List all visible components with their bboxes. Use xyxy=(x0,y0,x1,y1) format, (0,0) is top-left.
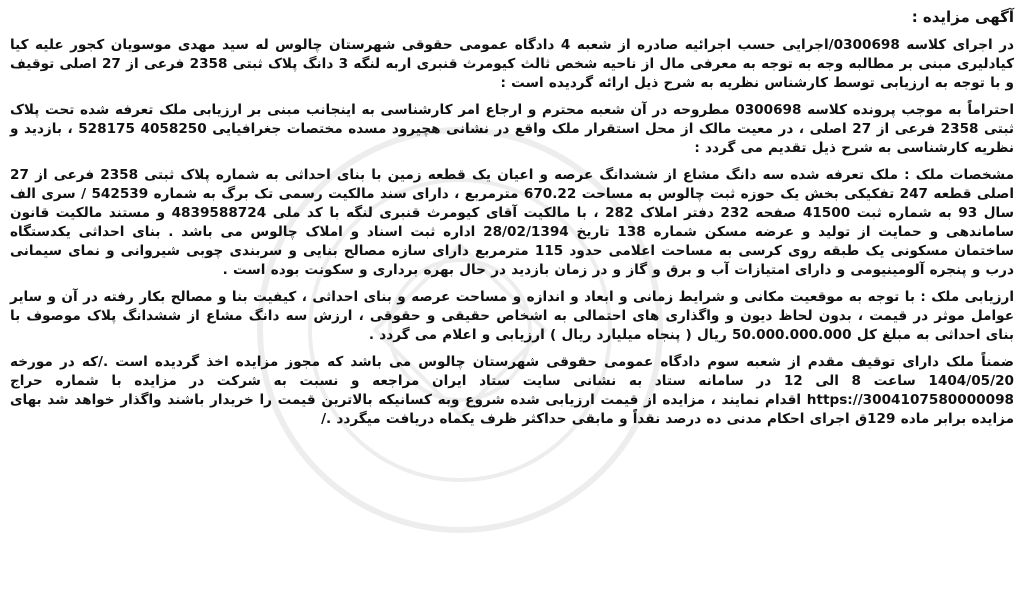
notice-paragraph-expert-request: احتراماً به موجب پرونده کلاسه 0300698 مطروحه در آن شعبه محترم و ارجاع امر کارشناسی به اینجانب مبنی بر ارزیابی ملک تعرفه شده تحت پلاک ثبتی 2358 فرعی از 27 اصلی ، در معیت مالک از محل استقرار ملک واقع در نشانی هچیرود مسده مختصات جغرافیایی 4058250 528175 ، بازدید و نظریه کارشناسی به شرح ذیل تقدیم می گردد : xyxy=(10,102,1014,156)
notice-paragraph-intro: در اجرای کلاسه 0300698/اجرایی حسب اجرائیه صادره از شعبه 4 دادگاه عمومی حقوقی شهرستان چالوس له سید مهدی موسویان کجور علیه کیا کیادلیری مبنی بر مطالبه وجه به توجه به معرفی مال از ناحیه شخص ثالث کیومرث قنبری اربه لنگه 3 دانگ پلاک ثبتی 2358 فرعی از 27 اصلی توقیف و با توجه به ارزیابی توسط کارشناس نظریه به شرح ذیل ارائه گردیده است : xyxy=(10,37,1014,91)
notice-paragraph-property-specs: مشخصات ملک : ملک تعرفه شده سه دانگ مشاع از ششدانگ عرصه و اعیان یک قطعه زمین با بنای احداثی به شماره پلاک ثبتی 2358 فرعی از 27 اصلی قطعه 247 تفکیکی بخش یک حوزه ثبت چالوس به مساحت 670.22 مترمربع ، دارای سند مالکیت رسمی تک برگ به شماره 542539 / سری الف سال 93 به شماره ثبت 41500 صفحه 232 دفتر املاک 282 ، با مالکیت آقای کیومرث قنبری لنگه با کد ملی 4839588724 و مستند مالکیت قانون ساماندهی و حمایت از تولید و عرضه مسکن شماره 138 تاریخ 28/02/1394 اداره ثبت اسناد و املاک چالوس می باشد . بنای احداثی یکدستگاه ساختمان مسکونی یک طبقه روی کرسی به مساحت اعلامی حدود 115 مترمربع دارای سازه مصالح بنایی و سربندی چوبی شیروانی و نمای سیمانی درب و پنجره آلومینیومی و دارای امتیازات آب و برق و گاز و در زمان بازدید در حال بهره برداری و سکونت بوده است . xyxy=(10,167,1015,278)
notice-title: آگهی مزایده : xyxy=(911,8,1014,26)
notice-paragraph-valuation: ارزیابی ملک : با توجه به موقعیت مکانی و شرایط زمانی و ابعاد و اندازه و مساحت عرصه و بنای احداثی ، کیفیت بنا و مصالح بکار رفته در آن و سایر عوامل موثر در قیمت ، بدون لحاظ دیون و واگذاری های احتمالی به اشخاص حقیقی و حقوقی ، ارزش سه دانگ مشاع از ششدانگ پلاک موصوف با بنای احداثی به مبلغ کل 50.000.000.000 ریال ( پنجاه میلیارد ریال ) ارزیابی و اعلام می گردد . xyxy=(10,289,1014,343)
notice-paragraph-auction-terms: ضمناً ملک دارای توقیف مقدم از شعبه سوم دادگاه عمومی حقوقی شهرستان چالوس می باشد که مجوز مزایده اخذ گردیده است ./که در مورخه 1404/05/20 ساعت 8 الی 12 در سامانه ستاد به نشانی سایت ستاد ایران مراجعه و نسبت به شرکت در مزایده با شماره حراج https://3004107580000098 اقدام نمایند ، مزایده از قیمت ارزیابی شده شروع وبه کسانیکه بالاترین قیمت را خریدار باشند واگذار خواهد شد بهای مزایده برابر ماده 129ق اجرای احکام مدنی ده درصد نقداً و مابقی حداکثر ظرف یکماه دریافت میگردد ./ xyxy=(10,354,1015,427)
